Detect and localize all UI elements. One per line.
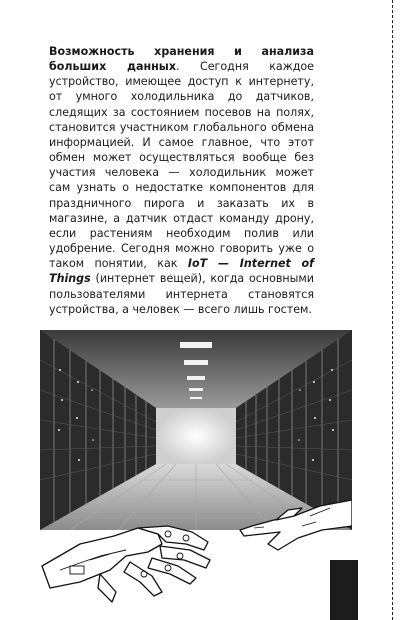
lead-heading: Возможность хранения и анализа больших данных xyxy=(49,45,314,74)
cut-line xyxy=(392,0,393,620)
body-paragraph xyxy=(49,44,314,317)
data-center-illustration xyxy=(40,330,352,610)
page-tab-marker xyxy=(330,560,358,620)
iot-term: IoT — Internet of Things xyxy=(49,257,314,286)
paragraph-part-2: (интернет вещей), когда основными пользователями интернета становятся устройства, а человек — всего лишь гостем. xyxy=(49,272,314,316)
paragraph-part-1: . Сегодня каждое устройство, имеющее доступ к интернету, от умного холодильника до датчиков, следящих за состоянием посевов на полях, становится участником глобального обмена информацией. И самое главное, что этот обмен может осуществляться вообще без участия человека — холодильник может сам узнать о недостатке компонентов для праздничного пирога и заказать их в магазине, а датчик отдаст команду дрону, если растениям необходим полив или удобрение. Сегодня можно говорить уже о таком понятии, как xyxy=(49,60,314,271)
